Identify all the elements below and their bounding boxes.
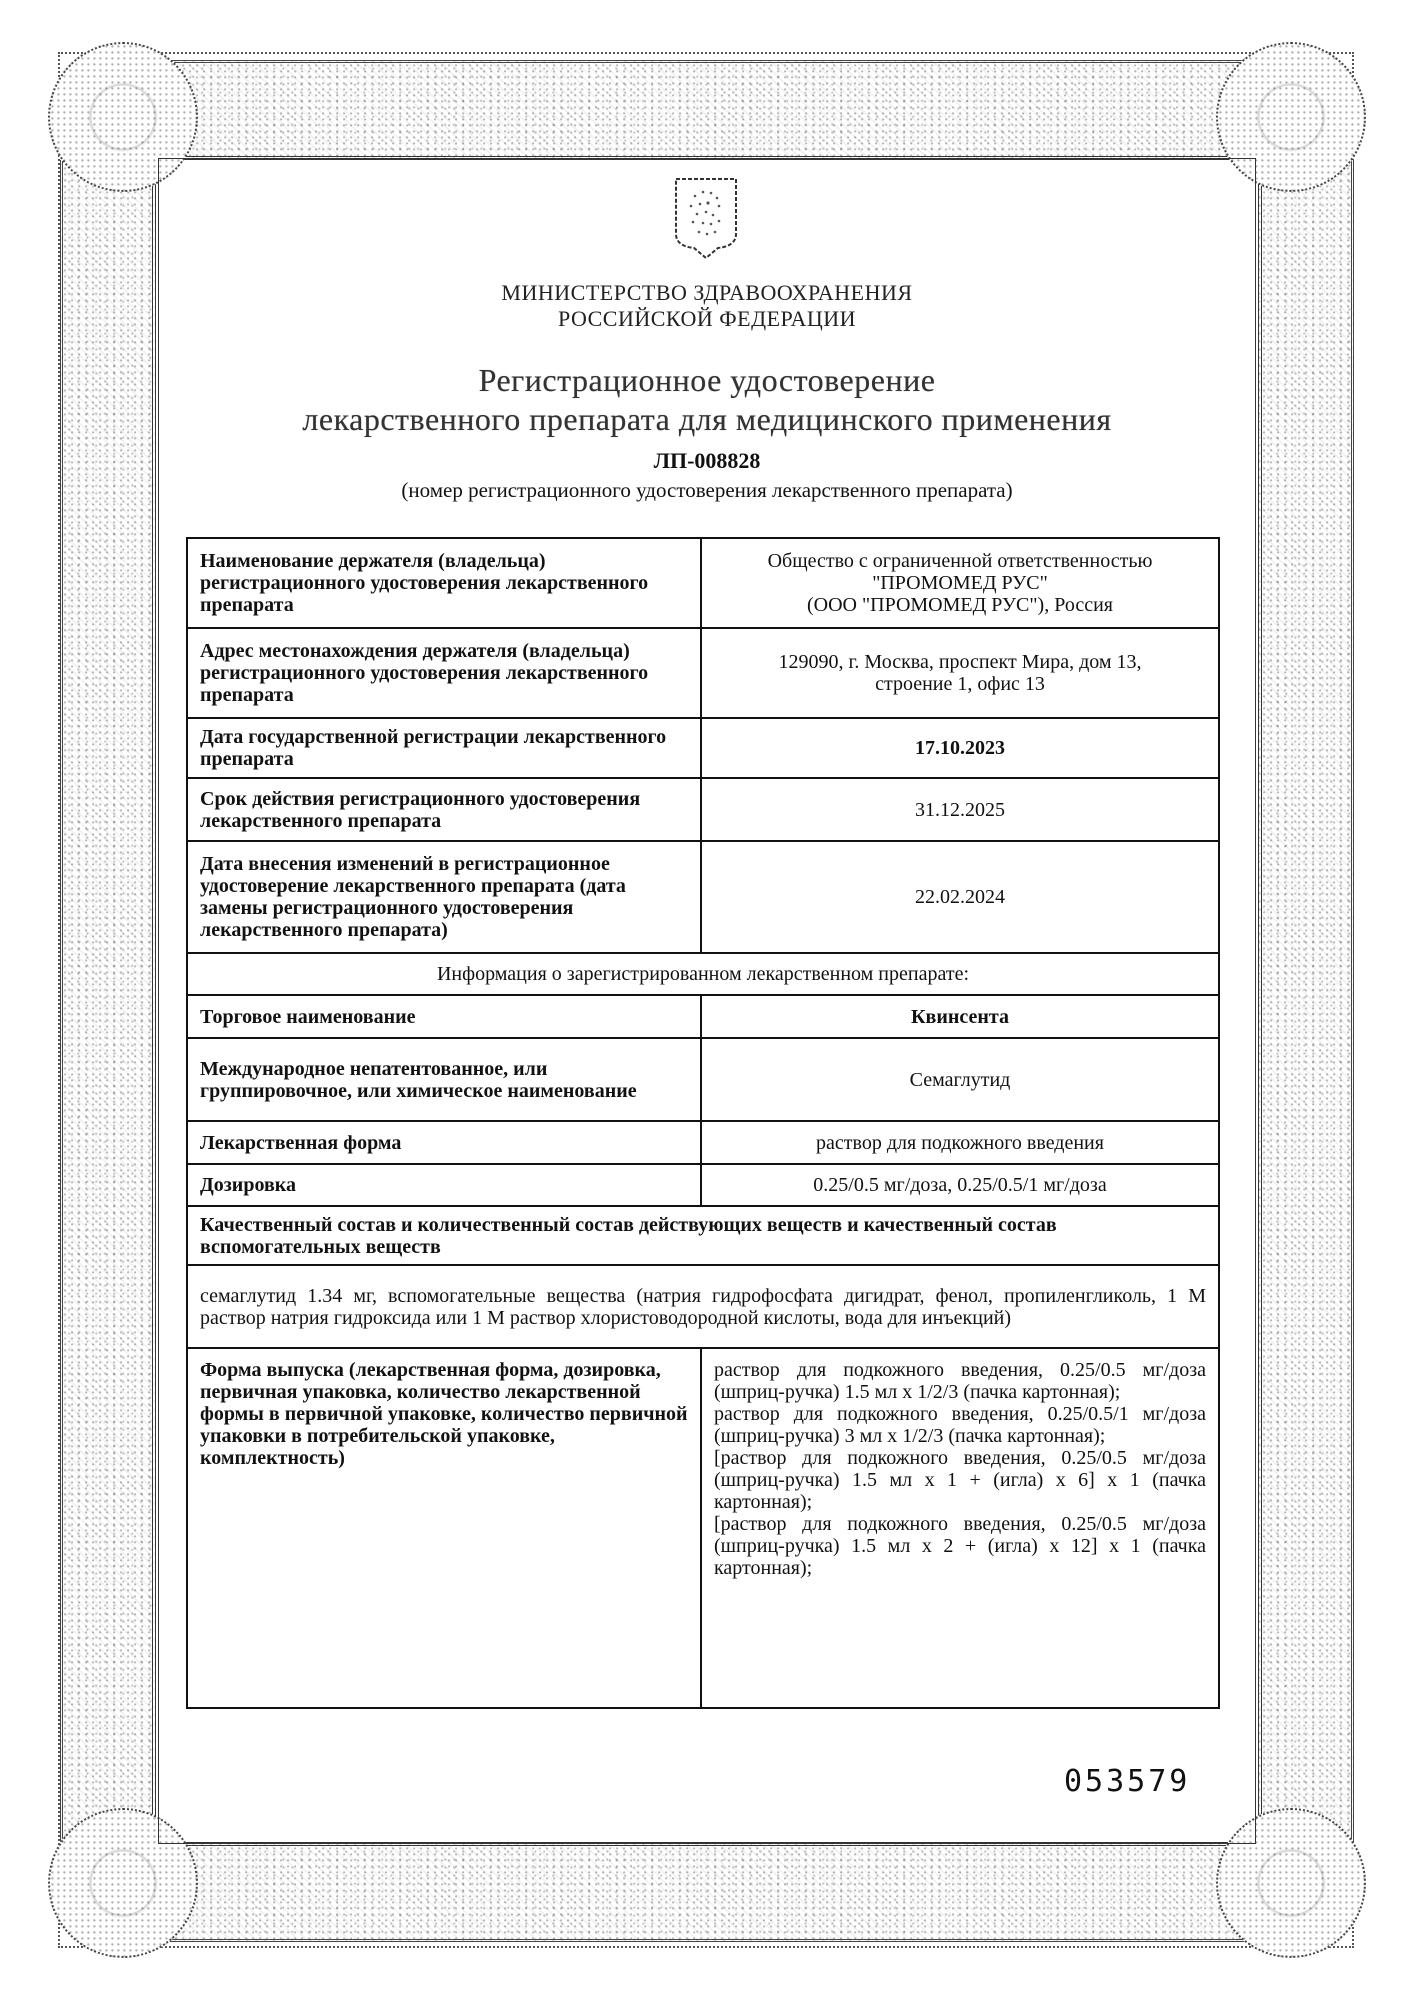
document-title: Регистрационное удостоверение: [478, 362, 936, 398]
holder-name-line1: Общество с ограниченной ответственностью: [767, 550, 1153, 572]
table-row-validity: [187, 778, 1219, 841]
release-form-value: [701, 1348, 1219, 1708]
registration-date-value: 17.10.2023: [701, 718, 1219, 778]
release-form-label: Форма выпуска (лекарственная форма, дозировка, первичная упаковка, количество лекарственной формы в первичной упаковке, количество первичной упаковки в потребительской упаковке, комплектность): [187, 1348, 701, 1708]
table-row-composition-label: [187, 1206, 1219, 1265]
release-form-item: [раствор для подкожного введения, 0.25/0.5 мг/доза (шприц-ручка) 1.5 мл x 2 + (игла) x 12] x 1 (пачка картонная);: [714, 1513, 1206, 1579]
dosage-form-value: раствор для подкожного введения: [701, 1121, 1219, 1164]
table-row-composition-value: [187, 1265, 1219, 1348]
certificate-table: [186, 537, 1220, 1709]
dosage-label: Дозировка: [187, 1164, 701, 1206]
holder-address-label: Адрес местонахождения держателя (владельца) регистрационного удостоверения лекарственного препарата: [187, 628, 701, 718]
validity-value: 31.12.2025: [701, 778, 1219, 841]
dosage-value: 0.25/0.5 мг/доза, 0.25/0.5/1 мг/доза: [701, 1164, 1219, 1206]
table-row-inn: [187, 1038, 1219, 1121]
document-subtitle: лекарственного препарата для медицинского применения: [302, 401, 1112, 437]
table-row-dosage-form: [187, 1121, 1219, 1164]
trade-name-label: Торговое наименование: [187, 995, 701, 1038]
table-row-holder-address: [187, 628, 1219, 718]
holder-address-line2: строение 1, офис 13: [875, 673, 1045, 695]
table-row-trade-name: [187, 995, 1219, 1038]
dosage-form-label: Лекарственная форма: [187, 1121, 701, 1164]
table-row-amendment-date: [187, 841, 1219, 953]
section-header: Информация о зарегистрированном лекарственном препарате:: [187, 953, 1219, 995]
registration-date-label: Дата государственной регистрации лекарственного препарата: [187, 718, 701, 778]
coat-of-arms-icon: [673, 176, 739, 260]
release-form-item: раствор для подкожного введения, 0.25/0.5/1 мг/доза (шприц-ручка) 3 мл x 1/2/3 (пачка картонная);: [714, 1403, 1206, 1447]
ornament-band-bottom: [160, 1842, 1254, 1942]
holder-address-line1: 129090, г. Москва, проспект Мира, дом 13,: [778, 651, 1142, 673]
holder-name-line3: (ООО "ПРОМОМЕД РУС"), Россия: [806, 594, 1113, 616]
trade-name-value: Квинсента: [701, 995, 1219, 1038]
table-row-registration-date: [187, 718, 1219, 778]
table-row-release-form: [187, 1348, 1219, 1708]
holder-name-label: Наименование держателя (владельца) регистрационного удостоверения лекарственного препарата: [187, 538, 701, 628]
ornament-band-top: [160, 60, 1254, 160]
registration-number: ЛП-008828: [653, 448, 761, 473]
ministry-name: МИНИСТЕРСТВО ЗДРАВООХРАНЕНИЯ: [501, 280, 913, 305]
table-row-section-header: [187, 953, 1219, 995]
amendment-date-label: Дата внесения изменений в регистрационное удостоверение лекарственного препарата (дата замены регистрационного удостоверения лекарственного препарата): [187, 841, 701, 953]
ministry-country: РОССИЙСКОЙ ФЕДЕРАЦИИ: [557, 306, 857, 331]
composition-value: семаглутид 1.34 мг, вспомогательные вещества (натрия гидрофосфата дигидрат, фенол, пропиленгликоль, 1 М раствор натрия гидроксида или 1 М раствор хлористоводородной кислоты, вода для инъекций): [187, 1265, 1219, 1348]
composition-label: Качественный состав и количественный состав действующих веществ и качественный состав вспомогательных веществ: [187, 1206, 1219, 1265]
holder-name-line2: "ПРОМОМЕД РУС": [872, 572, 1048, 594]
serial-number: 053579: [1064, 1764, 1191, 1799]
table-row-holder-name: [187, 538, 1219, 628]
registration-number-caption: (номер регистрационного удостоверения лекарственного препарата): [401, 478, 1013, 502]
release-form-item: [раствор для подкожного введения, 0.25/0.5 мг/доза (шприц-ручка) 1.5 мл x 1 + (игла) x 6] x 1 (пачка картонная);: [714, 1447, 1206, 1513]
holder-name-value: [701, 538, 1219, 628]
table-row-dosage: [187, 1164, 1219, 1206]
release-form-item: раствор для подкожного введения, 0.25/0.5 мг/доза (шприц-ручка) 1.5 мл x 1/2/3 (пачка картонная);: [714, 1359, 1206, 1403]
validity-label: Срок действия регистрационного удостоверения лекарственного препарата: [187, 778, 701, 841]
holder-address-value: [701, 628, 1219, 718]
inn-value: Семаглутид: [701, 1038, 1219, 1121]
amendment-date-value: 22.02.2024: [701, 841, 1219, 953]
inn-label: Международное непатентованное, или группировочное, или химическое наименование: [187, 1038, 701, 1121]
